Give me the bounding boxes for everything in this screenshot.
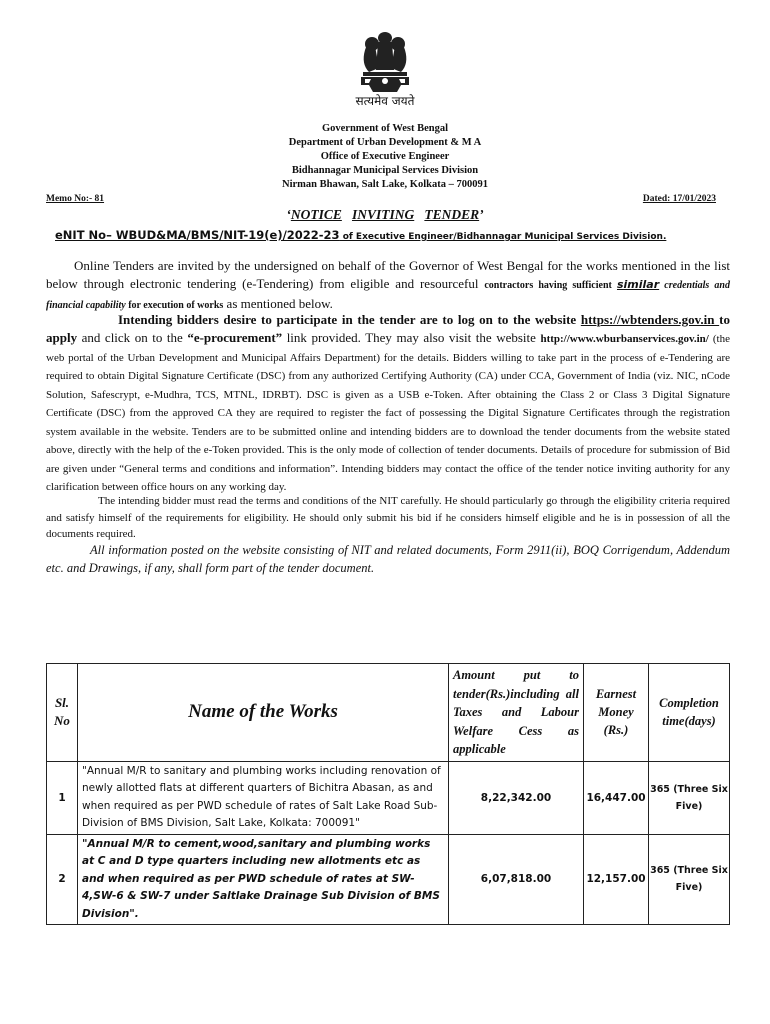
title-open-quote: ‘ xyxy=(286,207,291,222)
title-word-notice: NOTICE xyxy=(290,207,342,222)
header-department: Department of Urban Development & M A xyxy=(288,137,482,148)
wbtenders-link[interactable]: https://wbtenders.gov.in xyxy=(580,312,720,327)
para2-intro: Intending bidders desire to participate in the tender are to log on to the website xyxy=(118,312,581,327)
paragraph-bidding-procedure xyxy=(46,311,730,496)
header-earnest-money: Earnest Money (Rs.) xyxy=(584,664,649,762)
row-sl: 2 xyxy=(47,834,78,925)
row-amount: 6,07,818.00 xyxy=(449,834,584,925)
works-table xyxy=(46,663,730,925)
row-work-name: "Annual M/R to sanitary and plumbing works including renovation of newly allotted flats at different quarters of Bichitra Abasan, as and when required as per PWD schedule of rates of Salt Lake Road Sub-Division of BMS Division, Salt Lake, Kolkata: 700091" xyxy=(78,761,449,834)
table-row xyxy=(47,834,730,925)
notice-title xyxy=(0,207,770,223)
header-amount: Amount put to tender(Rs.)including all Taxes and Labour Welfare Cess as applicable xyxy=(449,664,584,762)
para2-visit: link provided. They may also visit the website xyxy=(282,330,541,345)
enit-number xyxy=(55,228,666,242)
paragraph-documents: All information posted on the website consisting of NIT and related documents, Form 2911(ii), BOQ Corrigendum, Addendum etc. and Drawings, if any, shall form part of the tender document. xyxy=(46,543,730,575)
title-close-quote: ’ xyxy=(479,207,484,222)
title-word-inviting: INVITING xyxy=(351,207,415,222)
header-division: Bidhannagar Municipal Services Division xyxy=(291,165,479,176)
header-name-of-works: Name of the Works xyxy=(78,664,449,762)
paragraph-intro xyxy=(46,257,730,315)
memo-number: Memo No:- 81 xyxy=(46,194,105,204)
row-earnest: 12,157.00 xyxy=(584,834,649,925)
para1-similar: similar xyxy=(616,278,660,291)
row-work-name: "Annual M/R to cement,wood,sanitary and plumbing works at C and D type quarters including new allotments etc as and when required as per PWD schedule of rates at SW-4,SW-6 & SW-7 under Saltlake Drainage Sub Division of BMS Division". xyxy=(78,834,449,925)
para2-eprocurement: “e-procurement” xyxy=(187,330,283,345)
notice-date: Dated: 17/01/2023 xyxy=(642,194,716,204)
para2-click: and click on to the xyxy=(77,330,188,345)
para1-contractors: contractors having sufficient xyxy=(484,280,617,291)
para1-execution: for execution of works xyxy=(125,300,224,311)
row-completion: 365 (Three Six Five) xyxy=(649,834,730,925)
table-header-row xyxy=(47,664,730,762)
para1-text: Online Tenders are invited by the undersigned on behalf of the Governor of West Bengal for the works mentioned in the list below through electronic tendering (e-Tendering) from eligible and resourceful xyxy=(46,258,730,291)
para1-credentials: credentials and financial capability xyxy=(46,280,730,311)
row-amount: 8,22,342.00 xyxy=(449,761,584,834)
row-earnest: 16,447.00 xyxy=(584,761,649,834)
wburbanservices-link[interactable]: http://www.wburbanservices.gov.in/ xyxy=(540,333,709,345)
header-completion-time: Completion time(days) xyxy=(649,664,730,762)
paragraph-eligibility: The intending bidder must read the terms and conditions of the NIT carefully. He should particularly go through the eligibility criteria required and satisfy himself of the requirements for eligibility. He should only submit his bid if he considers himself eligible and he is in possession of all the documents required. xyxy=(46,495,730,540)
para2-apply: to apply xyxy=(46,312,730,345)
header-sl-no: Sl. No xyxy=(47,664,78,762)
para2-details: (the web portal of the Urban Development and Municipal Affairs Department) for the details. Bidders willing to take part in the process of e-Tendering are required to obtain Digital Signature Certificate (DSC) from any authorized Certifying Authority (CA) under CCA, Government of India (viz. NIC, nCode Solution, Safescrypt, e-Mudhra, TCS, MTNL, IDRBT). DSC is given as a USB e-Token. After obtaining the Class 2 or Class 3 Digital Signature Certificate (DSC) from the approved CA they are required to register the fact of possessing the Digital Signature Certificates through the registration system available in the website. Tenders are to be submitted online and intending bidders are to download the tender documents from the website stated above, directly with the help of the e-Token provided. This is the only mode of collection of tender documents. Details of procedure for submission of Bid are given under “General terms and conditions and information”. Intending bidders may contact the office of the tender notice inviting authority for any clarification between office hours on any working day. xyxy=(46,333,730,493)
para1-end: as mentioned below. xyxy=(223,296,333,311)
table-row xyxy=(47,761,730,834)
header-office: Office of Executive Engineer xyxy=(320,151,450,162)
enit-office: of Executive Engineer/Bidhannagar Municipal Services Division. xyxy=(339,232,667,242)
header-government: Government of West Bengal xyxy=(321,123,449,134)
enit-main: eNIT No– WBUD&MA/BMS/NIT-19(e)/2022-23 xyxy=(55,228,340,242)
emblem-motto: सत्यमेव जयते xyxy=(355,94,415,108)
row-completion: 365 (Three Six Five) xyxy=(649,761,730,834)
title-word-tender: TENDER xyxy=(424,207,480,222)
header-address: Nirman Bhawan, Salt Lake, Kolkata – 700091 xyxy=(282,179,488,190)
row-sl: 1 xyxy=(47,761,78,834)
